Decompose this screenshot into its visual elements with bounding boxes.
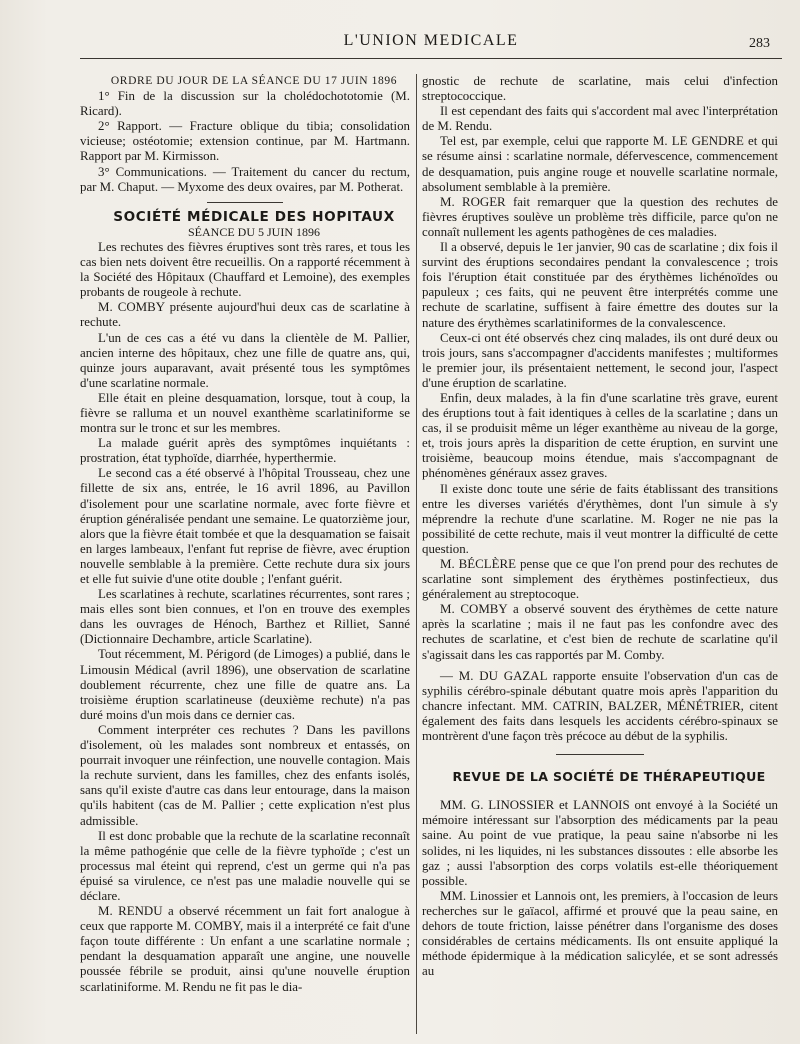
paragraph: Les rechutes des fièvres éruptives sont très rares, et tous les cas bien nets doivent être recueillis. On a rapporté récemment à la Société des Hôpitaux (Chauffard et Lemoine), des exemples probants de rougeole à rechute. <box>80 239 410 300</box>
paragraph: Comment interpréter ces rechutes ? Dans les pavillons d'isolement, où les malades sont nombreux et entassés, on pourrait invoquer une réinfection, une nouvelle contagion. Mais la rechute survient, dans les familles, chez des enfants isolés, sans qu'il existe d'autre cas dans leur entourage, dans la maison qu'ils habitent (cas de M. Pallier ; cette explication n'est plus admissible. <box>80 722 410 828</box>
paragraph: M. COMBY a observé souvent des érythèmes de cette nature après la scarlatine ; mais il ne faut pas les confondre avec des rechutes de scarlatine, et c'est bien de rechute de scarlatine qu'il s'agissait dans les cas rapportés par M. Comby. <box>422 602 778 662</box>
paragraph: Les scarlatines à rechute, scarlatines récurrentes, sont rares ; mais elles sont bien connues, et l'on en trouve des exemples dans les ouvrages de Hénoch, Barthez et Rilliet, Sanné (Dictionnaire Dechambre, article Scarlatine). <box>80 587 410 647</box>
right-column <box>422 74 778 1036</box>
header-rule <box>80 58 782 59</box>
paragraph: Ceux-ci ont été observés chez cinq malades, ils ont duré deux ou trois jours, sans s'accompagner d'accidents manifestes ; multiformes le premier jour, ils présentaient nettement, le second jour, l'aspect d'une éruption de scarlatine. <box>422 330 778 390</box>
section-title: SOCIÉTÉ MÉDICALE DES HOPITAUX <box>113 208 395 225</box>
paragraph: Il est donc probable que la rechute de la scarlatine reconnaît la même pathogénie que celle de la fièvre typhoïde ; c'est un processus mal éteint qui reprend, c'est un germe qui n'a pas épuisé sa virulence, ce n'est pas une maladie nouvelle qui se déclare. <box>80 828 410 903</box>
section-rule <box>207 202 283 203</box>
paragraph: L'un de ces cas a été vu dans la clientèle de M. Pallier, ancien interne des hôpitaux, chez une fille de quatre ans, qui, quinze jours auparavant, avait présenté tous les symptômes d'une scarlatine normale. <box>80 330 410 390</box>
paragraph: — M. DU GAZAL rapporte ensuite l'observation d'un cas de syphilis cérébro-spinale débutant quatre mois après l'apparition du chancre infectant. MM. CATRIN, BALZER, MÉNÉTRIER, citent également des faits dans lesquels les accidents cérébro-spinaux se montrèrent d'une façon très précoce au début de la syphilis. <box>422 668 778 744</box>
running-header <box>80 30 782 60</box>
section-title: REVUE DE LA SOCIÉTÉ DE THÉRAPEUTIQUE <box>452 769 766 785</box>
paragraph: Elle était en pleine desquamation, lorsque, tout à coup, la fièvre se ralluma et un nouvel exanthème scarlatiniforme se montra sur le tronc et sur les membres. <box>80 390 410 436</box>
paragraph: M. COMBY présente aujourd'hui deux cas de scarlatine à rechute. <box>80 300 410 330</box>
order-item: 2° Rapport. — Fracture oblique du tibia; consolidation vicieuse; ostéotomie; extension continue, par M. Hartmann. Rapport par M. Kirmisson. <box>80 119 410 164</box>
paragraph: La malade guérit après des symptômes inquiétants : prostration, état typhoïde, diarrhée, hyperthermie. <box>80 436 410 466</box>
column-divider <box>416 74 417 1034</box>
paragraph: Tel est, par exemple, celui que rapporte M. LE GENDRE et qui se résume ainsi : scarlatine normale, défervescence, commencement de desquamation, puis angine rouge et nouvelle scarlatine normale, absolument semblable à la première. <box>422 134 778 194</box>
section-rule <box>556 754 644 755</box>
paragraph: Enfin, deux malades, à la fin d'une scarlatine très grave, eurent des éruptions tout à fait identiques à celles de la scarlatine ; dans un cas, il se produisit même un léger exanthème au niveau de la gorge, et, trois jours après la disparition de cette éruption, en survint une troisième, beaucoup moins étendue, mais s'accompagnant de phénomènes généraux assez graves. <box>422 390 778 481</box>
paragraph: MM. G. LINOSSIER et LANNOIS ont envoyé à la Société un mémoire intéressant sur l'absorption des médicaments par la peau saine. Au point de vue pratique, la peau saine n'absorbe ni les solides, ni les liquides, ni les substances dissoutes : elle absorbe les gaz ; aussi l'absorption des corps volatils est-elle théoriquement possible. <box>422 798 778 888</box>
paragraph: Il est cependant des faits qui s'accordent mal avec l'interprétation de M. Rendu. <box>422 104 778 134</box>
paragraph: MM. Linossier et Lannois ont, les premiers, à l'occasion de leurs recherches sur le gaïacol, affirmé et prouvé que la peau saine, en dehors de toute friction, laisse pénétrer dans l'organisme des doses considérables de certains médicaments. Ils ont ensuite appliqué la méthode épidermique à la médication salicylée, et se sont adressés au <box>422 888 778 979</box>
paragraph: Le second cas a été observé à l'hôpital Trousseau, chez une fillette de six ans, entrée, le 16 avril 1896, au Pavillon d'isolement pour une scarlatine normale, avec forte fièvre et éruption généralisée pendant une semaine. Le quatorzième jour, alors que la fièvre était tombée et que la desquamation se faisait en larges lambeaux, l'enfant fut reprise de fièvre, avec éruption nouvelle semblable à la première. Cette rechute dura six jours et elle fut suivie d'une otite double ; l'enfant guérit. <box>80 466 410 586</box>
paragraph: Il a observé, depuis le 1er janvier, 90 cas de scarlatine ; dix fois il survint des éruptions secondaires pendant la convalescence ; trois fois l'éruption était constituée par des érythèmes lichénoïdes ou papuleux ; ces faits, qui ne peuvent être interprétés comme une rechute de scarlatine, suffisent à faire émettre des doutes sur la nature des érythèmes scarlatiniformes de la convalescence. <box>422 240 778 330</box>
paragraph: Tout récemment, M. Périgord (de Limoges) a publié, dans le Limousin Médical (avril 1896), une observation de scarlatine doublement récurrente, chez une fille de quatre ans. La troisième éruption scarlatineuse (deuxième rechute) n'a pas duré moins d'un mois dans ce dernier cas. <box>80 647 410 722</box>
seance-date: SÉANCE DU 5 JUIN 1896 <box>188 224 320 239</box>
paragraph: Il existe donc toute une série de faits établissant des transitions entre les diverses variétés d'érythèmes, dont l'un simule à s'y méprendre la rechute d'une scarlatine. M. Roger ne nie pas la possibilité de cette rechute, mais il veut montrer la difficulté de cette question. <box>422 481 778 556</box>
left-column <box>80 74 410 1036</box>
paragraph: M. BÉCLÈRE pense que ce que l'on prend pour des rechutes de scarlatine sont simplement des érythèmes postinfectieux, dus généralement au streptocoque. <box>422 557 778 602</box>
order-item: 3° Communications. — Traitement du cancer du rectum, par M. Chaput. — Myxome des deux ovaires, par M. Potherat. <box>80 164 410 194</box>
paragraph: M. RENDU a observé récemment un fait fort analogue à ceux que rapporte M. COMBY, mais il a interprété ce fait d'une façon toute différente : Un enfant a une scarlatine normale ; pendant la desquamation apparaît une angine, une nouvelle poussée fébrile se produit, ainsi qu'une nouvelle éruption scarlatiniforme. M. Rendu ne fit pas le dia- <box>80 904 410 994</box>
order-of-day-heading: ORDRE DU JOUR DE LA SÉANCE DU 17 JUIN 1896 <box>110 75 398 87</box>
paragraph: gnostic de rechute de scarlatine, mais celui d'infection streptococcique. <box>422 74 778 104</box>
journal-title: L'UNION MEDICALE <box>343 32 519 49</box>
order-item: 1° Fin de la discussion sur la cholédochototomie (M. Ricard). <box>80 89 410 119</box>
paragraph: M. ROGER fait remarquer que la question des rechutes de fièvres éruptives soulève un problème très difficile, parce qu'on ne connaît nullement les agents pathogènes de ces maladies. <box>422 194 778 239</box>
page-number: 283 <box>749 36 770 51</box>
